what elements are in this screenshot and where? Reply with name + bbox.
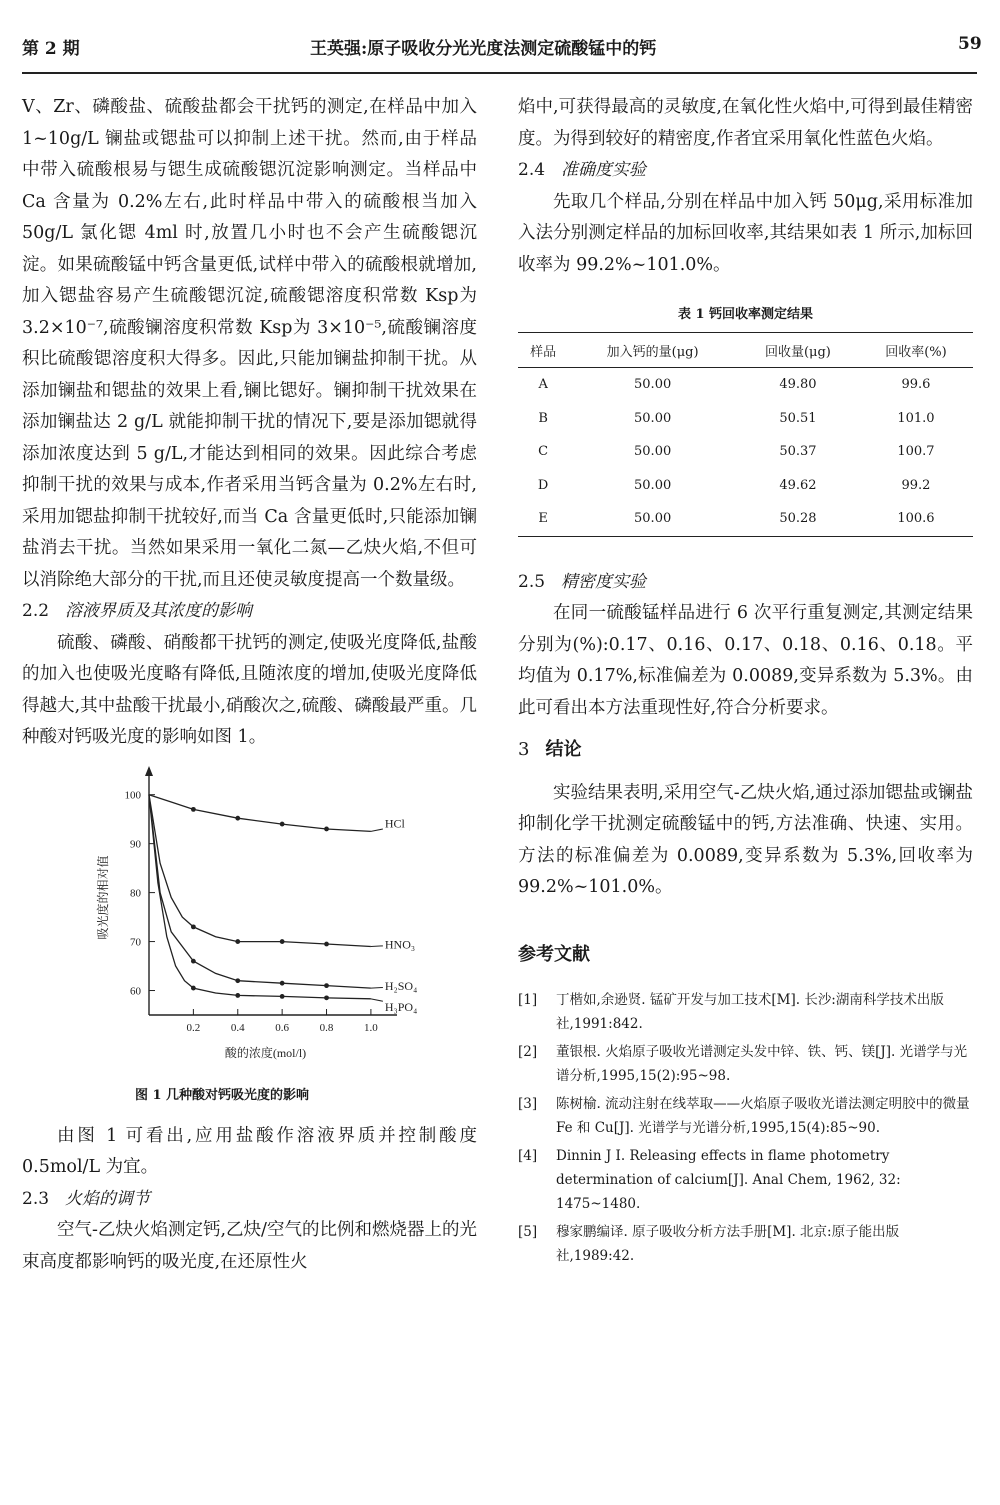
paragraph: 由图 1 可看出,应用盐酸作溶液界质并控制酸度 0.5mol/L 为宜。 bbox=[22, 1125, 477, 1177]
table-cell: 49.80 bbox=[779, 377, 817, 393]
table-cell: 50.00 bbox=[634, 410, 672, 426]
table-cell: 50.00 bbox=[568, 502, 737, 536]
reference-text: Dinnin J I. Releasing effects in flame photometry determination of calcium[J]. Anal Chem, 1962, 32: 1475~1480. bbox=[556, 1147, 901, 1212]
y-axis-label: 吸光度的相对值 bbox=[96, 854, 110, 940]
section-number: 2.2 bbox=[22, 601, 50, 621]
references-heading: 参考文献 bbox=[518, 943, 590, 965]
page-number: 59 bbox=[958, 34, 982, 54]
reference-text: 穆家鹏编译. 原子吸收分析方法手册[M]. 北京:原子能出版社,1989:42. bbox=[556, 1223, 900, 1264]
data-point bbox=[235, 993, 240, 998]
left-column bbox=[22, 92, 477, 1278]
figure-1 bbox=[22, 760, 477, 1080]
reference-number: [1] bbox=[518, 991, 538, 1008]
reference-text: 陈树榆. 流动注射在线萃取——火焰原子吸收光谱法测定明胶中的微量 Fe 和 Cu[J]. 光谱学与光谱分析,1995,15(4):85~90. bbox=[556, 1095, 970, 1136]
y-tick-label: 90 bbox=[130, 838, 141, 851]
section-heading-2-2 bbox=[22, 596, 477, 628]
data-point bbox=[235, 939, 240, 944]
series-line bbox=[149, 794, 371, 831]
section-title: 精密度实验 bbox=[561, 571, 647, 592]
data-point bbox=[280, 980, 285, 985]
table-header: 回收量(μg) bbox=[737, 333, 859, 368]
section-heading-3 bbox=[518, 734, 973, 766]
table-cell: 50.00 bbox=[634, 377, 672, 393]
data-point bbox=[280, 821, 285, 826]
x-tick-label: 0.6 bbox=[275, 1021, 290, 1034]
reference-number: [3] bbox=[518, 1095, 538, 1112]
table-caption: 表 1 钙回收率测定结果 bbox=[677, 307, 814, 322]
x-tick-label: 0.4 bbox=[230, 1021, 245, 1034]
figure-caption: 图 1 几种酸对钙吸光度的影响 bbox=[134, 1087, 310, 1103]
section-number: 2.3 bbox=[22, 1188, 50, 1209]
y-tick-label: 60 bbox=[130, 985, 141, 998]
section-number: 3 bbox=[518, 739, 530, 760]
table-row bbox=[518, 502, 973, 536]
data-point bbox=[191, 958, 196, 963]
paragraph: 先取几个样品,分别在样品中加入钙 50μg,采用标准加入法分别测定样品的加标回收率,其结果如表 1 所示,加标回收率为 99.2%~101.0%。 bbox=[518, 191, 973, 275]
data-point bbox=[235, 978, 240, 983]
table-cell: 100.7 bbox=[897, 444, 935, 460]
y-tick-label: 80 bbox=[130, 887, 141, 900]
data-point bbox=[324, 983, 329, 988]
series-label: HNO₃ bbox=[384, 936, 416, 951]
paragraph: 在同一硫酸锰样品进行 6 次平行重复测定,其测定结果分别为(%):0.17、0.16、0.17、0.18、0.16、0.18。平均值为 0.17%,标准偏差为 0.0089,变异系数为 5.3%。由此可看出本方法重现性好,符合分析要求。 bbox=[518, 603, 973, 718]
series-leader-line bbox=[371, 998, 383, 1000]
reference-number: [5] bbox=[518, 1223, 538, 1240]
section-title: 溶液界质及其浓度的影响 bbox=[65, 601, 253, 621]
reference-text: 董银根. 火焰原子吸收光谱测定头发中锌、铁、钙、镁[J]. 光谱学与光谱分析,1995,15(2):95~98. bbox=[556, 1043, 968, 1084]
section-title: 结论 bbox=[545, 739, 582, 760]
header-rule bbox=[22, 72, 977, 74]
table-row bbox=[518, 402, 973, 436]
table-row bbox=[518, 435, 973, 469]
x-tick-label: 0.2 bbox=[186, 1021, 201, 1034]
acid-effect-chart bbox=[22, 760, 477, 1080]
paragraph: 硫酸、磷酸、硝酸都干扰钙的测定,使吸光度降低,盐酸的加入也使吸光度略有降低,且随浓度的增加,使吸光度降低得越大,其中盐酸干扰最小,硝酸次之,硫酸、磷酸最严重。几种酸对钙吸光度的影响如图 1。 bbox=[22, 632, 477, 747]
x-tick-label: 0.8 bbox=[319, 1021, 334, 1034]
table-cell: B bbox=[538, 410, 548, 426]
series-line bbox=[149, 794, 371, 946]
reference-item bbox=[518, 988, 973, 1036]
table-cell: 50.00 bbox=[634, 477, 672, 493]
data-point bbox=[280, 939, 285, 944]
data-point bbox=[324, 826, 329, 831]
data-point bbox=[191, 806, 196, 811]
data-point bbox=[324, 941, 329, 946]
table-cell: 49.62 bbox=[779, 477, 817, 493]
paragraph: 焰中,可获得最高的灵敏度,在氧化性火焰中,可得到最佳精密度。为得到较好的精密度,作者宜采用氧化性蓝色火焰。 bbox=[518, 97, 973, 149]
table-cell: 50.37 bbox=[779, 444, 817, 460]
reference-number: [4] bbox=[518, 1147, 538, 1164]
table-cell: E bbox=[518, 502, 568, 536]
y-tick-label: 100 bbox=[124, 789, 141, 802]
table-cell: D bbox=[537, 477, 549, 493]
paragraph: 空气-乙炔火焰测定钙,乙炔/空气的比例和燃烧器上的光束高度都影响钙的吸光度,在还原性火 bbox=[22, 1220, 477, 1272]
reference-item bbox=[518, 1144, 973, 1216]
table-header: 回收率(%) bbox=[859, 333, 973, 368]
reference-text: 丁楷如,余逊贤. 锰矿开发与加工技术[M]. 长沙:湖南科学技术出版社,1991:842. bbox=[556, 991, 944, 1032]
running-title: 王英强:原子吸收分光光度法测定硫酸锰中的钙 bbox=[310, 39, 657, 59]
series-line bbox=[149, 794, 371, 987]
data-point bbox=[191, 924, 196, 929]
right-column bbox=[518, 92, 973, 1272]
table-cell: 100.6 bbox=[859, 502, 973, 536]
series-label: H₂SO₄ bbox=[384, 978, 418, 993]
reference-number: [2] bbox=[518, 1043, 538, 1060]
data-point bbox=[280, 993, 285, 998]
table-cell: 101.0 bbox=[897, 410, 935, 426]
section-number: 2.4 bbox=[518, 160, 546, 180]
series-leader-line bbox=[371, 829, 383, 831]
reference-item bbox=[518, 1092, 973, 1140]
reference-item bbox=[518, 1040, 973, 1088]
data-point bbox=[235, 815, 240, 820]
paragraph: 实验结果表明,采用空气-乙炔火焰,通过添加锶盐或镧盐抑制化学干扰测定硫酸锰中的钙,方法准确、快速、实用。方法的标准偏差为 0.0089,变异系数为 5.3%,回收率为 99.2%~101.0%。 bbox=[518, 782, 973, 897]
table-cell: 50.28 bbox=[737, 502, 859, 536]
table-header: 样品 bbox=[518, 333, 568, 368]
table-cell: A bbox=[538, 377, 548, 393]
reference-item bbox=[518, 1220, 973, 1268]
series-line bbox=[149, 794, 371, 998]
section-title: 准确度实验 bbox=[561, 160, 647, 180]
table-header: 加入钙的量(μg) bbox=[568, 333, 737, 368]
section-heading-2-5 bbox=[518, 567, 973, 599]
recovery-table bbox=[518, 332, 973, 537]
data-point bbox=[324, 995, 329, 1000]
x-tick-label: 1.0 bbox=[364, 1021, 378, 1034]
table-cell: 50.51 bbox=[779, 410, 817, 426]
journal-issue: 第 2 期 bbox=[22, 39, 80, 59]
series-leader-line bbox=[371, 987, 383, 988]
section-title: 火焰的调节 bbox=[65, 1188, 151, 1209]
series-leader-line bbox=[371, 945, 383, 946]
x-axis-label: 酸的浓度(mol/l) bbox=[224, 1045, 307, 1060]
paragraph: V、Zr、磷酸盐、硫酸盐都会干扰钙的测定,在样品中加入 1~10g/L 镧盐或锶盐可以抑制上述干扰。然而,由于样品中带入硫酸根易与锶生成硫酸锶沉淀影响测定。当样品中 Ca 含量为 0.2%左右,此时样品中带入的硫酸根当加入 50g/L 氯化锶 4ml 时,放置几小时也不会产生硫酸锶沉淀。如果硫酸锰中钙含量更低,试样中带入的硫酸根就增加,加入锶盐容易产生硫酸锶沉淀,硫酸锶溶度积常数 Ksp为 3.2×10⁻⁷,硫酸镧溶度积常数 Ksp为 3×10⁻⁵,硫酸镧溶度积比硫酸锶溶度积大得多。因此,只能加镧盐抑制干扰。从添加镧盐和锶盐的效果上看,镧比锶好。镧抑制干扰效果在添加镧盐达 2 g/L 就能抑制干扰的情况下,要是添加锶就得添加浓度达到 5 g/L,才能达到相同的效果。因此综合考虑抑制干扰的效果与成本,作者采用当钙含量为 0.2%左右时,采用加锶盐抑制干扰较好,而当 Ca 含量更低时,只能添加镧盐消去干扰。当然如果采用一氧化二氮—乙炔火焰,不但可以消除绝大部分的干扰,而且还使灵敏度提高一个数量级。 bbox=[22, 97, 477, 590]
table-cell: 50.00 bbox=[634, 444, 672, 460]
series-label: H₃PO₄ bbox=[384, 999, 418, 1014]
data-point bbox=[191, 985, 196, 990]
section-heading-2-3 bbox=[22, 1184, 477, 1216]
table-row bbox=[518, 469, 973, 503]
y-tick-label: 70 bbox=[130, 936, 141, 949]
table-cell: 99.6 bbox=[901, 377, 931, 393]
section-number: 2.5 bbox=[518, 571, 546, 592]
table-cell: C bbox=[538, 444, 549, 460]
section-heading-2-4 bbox=[518, 155, 973, 187]
reference-list bbox=[518, 988, 973, 1268]
table-row bbox=[518, 368, 973, 402]
table-cell: 99.2 bbox=[901, 477, 931, 493]
series-label: HCl bbox=[384, 815, 405, 830]
y-axis-arrow-icon bbox=[145, 766, 153, 776]
